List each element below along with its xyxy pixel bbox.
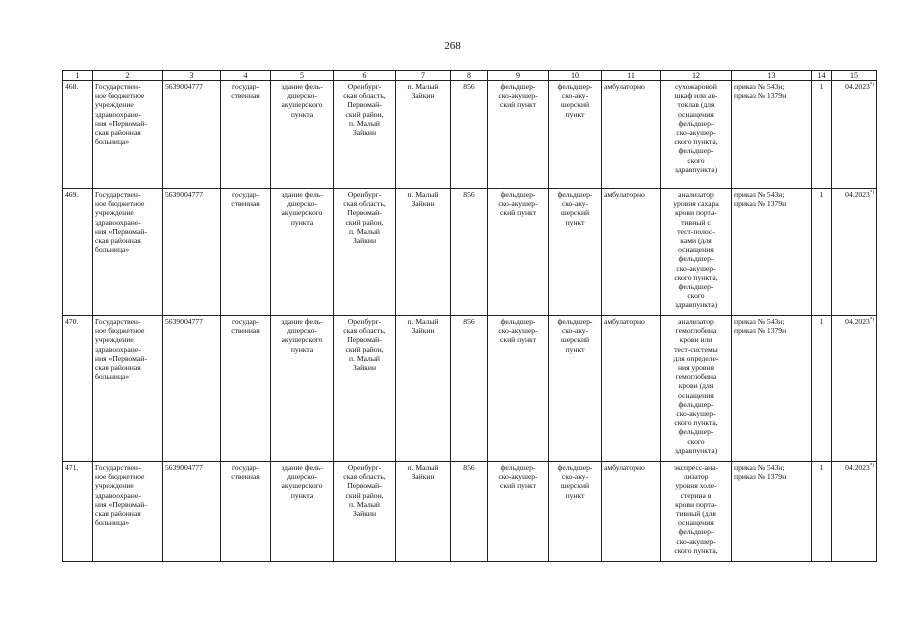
care-conditions: амбулаторно (602, 316, 661, 462)
ownership-form: государ- ственная (221, 462, 271, 562)
column-header-11: 11 (602, 71, 661, 81)
building-type: здание фель- дшерско- акушерского пункта (271, 189, 334, 316)
date: 04.2023 (845, 82, 870, 91)
equipment: анализатор уровня сахара крови порта- тивный с тест-полос- ками (для оснащения фельдшер- ско-акушер- ского пункта, фельдшер- ского здравпункта) (661, 189, 732, 316)
equipment: экспресс-ана- лизатор уровня холе- стерина в крови порта- тивный (для оснащения фельдшер- ско-акушер- ского пункта, (661, 462, 732, 562)
locality: п. Малый Зайкин (396, 316, 451, 462)
row-number: 468. (63, 81, 93, 189)
date: 04.2023 (845, 190, 870, 199)
building-type: здание фель- дшерско- акушерского пункта (271, 316, 334, 462)
unit-type: фельдшер- ско-акушер- ский пункт (488, 316, 549, 462)
care-conditions: амбулаторно (602, 81, 661, 189)
room-type: фельдшер- ско-аку- шерский пункт (549, 462, 602, 562)
footnote-mark: *) (869, 190, 874, 196)
locality: п. Малый Зайкин (396, 189, 451, 316)
table-row (63, 462, 877, 562)
row-number: 470. (63, 316, 93, 462)
equipment: анализатор гемоглобина крови или тест-системы для определе- ния уровня гемоглобина крови (для оснащения фельдшер- ско-акушер- ского пункта, фельдшер- ского здравпункта) (661, 316, 732, 462)
organization-name: Государствен- ное бюджетное учреждение здравоохране- ния «Первомай- ская районная больница» (93, 81, 163, 189)
organization-name: Государствен- ное бюджетное учреждение здравоохране- ния «Первомай- ская районная больница» (93, 462, 163, 562)
table-row (63, 316, 877, 462)
column-header-2: 2 (93, 71, 163, 81)
ownership-form: государ- ственная (221, 189, 271, 316)
column-header-5: 5 (271, 71, 334, 81)
column-header-12: 12 (661, 71, 732, 81)
header-row (63, 71, 877, 81)
table-row (63, 189, 877, 316)
date: 04.2023 (845, 317, 870, 326)
footnote-mark: *) (869, 463, 874, 469)
inn: 5639004777 (163, 462, 221, 562)
care-conditions: амбулаторно (602, 189, 661, 316)
building-type: здание фель- дшерско- акушерского пункта (271, 81, 334, 189)
column-header-6: 6 (334, 71, 396, 81)
footnote-mark: *) (869, 82, 874, 88)
date-cell (832, 462, 877, 562)
population: 856 (451, 189, 488, 316)
population: 856 (451, 316, 488, 462)
quantity: 1 (812, 189, 832, 316)
unit-type: фельдшер- ско-акушер- ский пункт (488, 189, 549, 316)
order-reference: приказ № 543н; приказ № 1379н (732, 316, 812, 462)
address: Оренбург- ская область, Первомай- ский район, п. Малый Зайкин (334, 81, 396, 189)
locality: п. Малый Зайкин (396, 81, 451, 189)
column-header-4: 4 (221, 71, 271, 81)
column-header-9: 9 (488, 71, 549, 81)
unit-type: фельдшер- ско-акушер- ский пункт (488, 462, 549, 562)
room-type: фельдшер- ско-аку- шерский пункт (549, 81, 602, 189)
inn: 5639004777 (163, 316, 221, 462)
date-cell (832, 189, 877, 316)
date-cell (832, 316, 877, 462)
building-type: здание фель- дшерско- акушерского пункта (271, 462, 334, 562)
quantity: 1 (812, 316, 832, 462)
date: 04.2023 (845, 463, 870, 472)
column-header-14: 14 (812, 71, 832, 81)
quantity: 1 (812, 81, 832, 189)
registry-table (62, 70, 877, 562)
column-header-3: 3 (163, 71, 221, 81)
column-header-8: 8 (451, 71, 488, 81)
room-type: фельдшер- ско-аку- шерский пункт (549, 189, 602, 316)
column-header-10: 10 (549, 71, 602, 81)
address: Оренбург- ская область, Первомай- ский район, п. Малый Зайкин (334, 316, 396, 462)
column-header-1: 1 (63, 71, 93, 81)
quantity: 1 (812, 462, 832, 562)
column-header-15: 15 (832, 71, 877, 81)
order-reference: приказ № 543н; приказ № 1379н (732, 81, 812, 189)
address: Оренбург- ская область, Первомай- ский район, п. Малый Зайкин (334, 462, 396, 562)
organization-name: Государствен- ное бюджетное учреждение здравоохране- ния «Первомай- ская районная больница» (93, 189, 163, 316)
population: 856 (451, 462, 488, 562)
ownership-form: государ- ственная (221, 81, 271, 189)
row-number: 469. (63, 189, 93, 316)
care-conditions: амбулаторно (602, 462, 661, 562)
column-header-13: 13 (732, 71, 812, 81)
column-header-7: 7 (396, 71, 451, 81)
order-reference: приказ № 543н; приказ № 1379н (732, 462, 812, 562)
equipment: сухожаровой шкаф или ав- токлав (для оснащения фельдшер- ско-акушер- ского пункта, фельдшер- ского здравпункта) (661, 81, 732, 189)
ownership-form: государ- ственная (221, 316, 271, 462)
inn: 5639004777 (163, 81, 221, 189)
date-cell (832, 81, 877, 189)
locality: п. Малый Зайкин (396, 462, 451, 562)
population: 856 (451, 81, 488, 189)
order-reference: приказ № 543н; приказ № 1379н (732, 189, 812, 316)
address: Оренбург- ская область, Первомай- ский район, п. Малый Зайкин (334, 189, 396, 316)
row-number: 471. (63, 462, 93, 562)
inn: 5639004777 (163, 189, 221, 316)
room-type: фельдшер- ско-аку- шерский пункт (549, 316, 602, 462)
table-row (63, 81, 877, 189)
unit-type: фельдшер- ско-акушер- ский пункт (488, 81, 549, 189)
organization-name: Государствен- ное бюджетное учреждение здравоохране- ния «Первомай- ская районная больница» (93, 316, 163, 462)
page-number: 268 (444, 40, 461, 52)
footnote-mark: *) (869, 317, 874, 323)
